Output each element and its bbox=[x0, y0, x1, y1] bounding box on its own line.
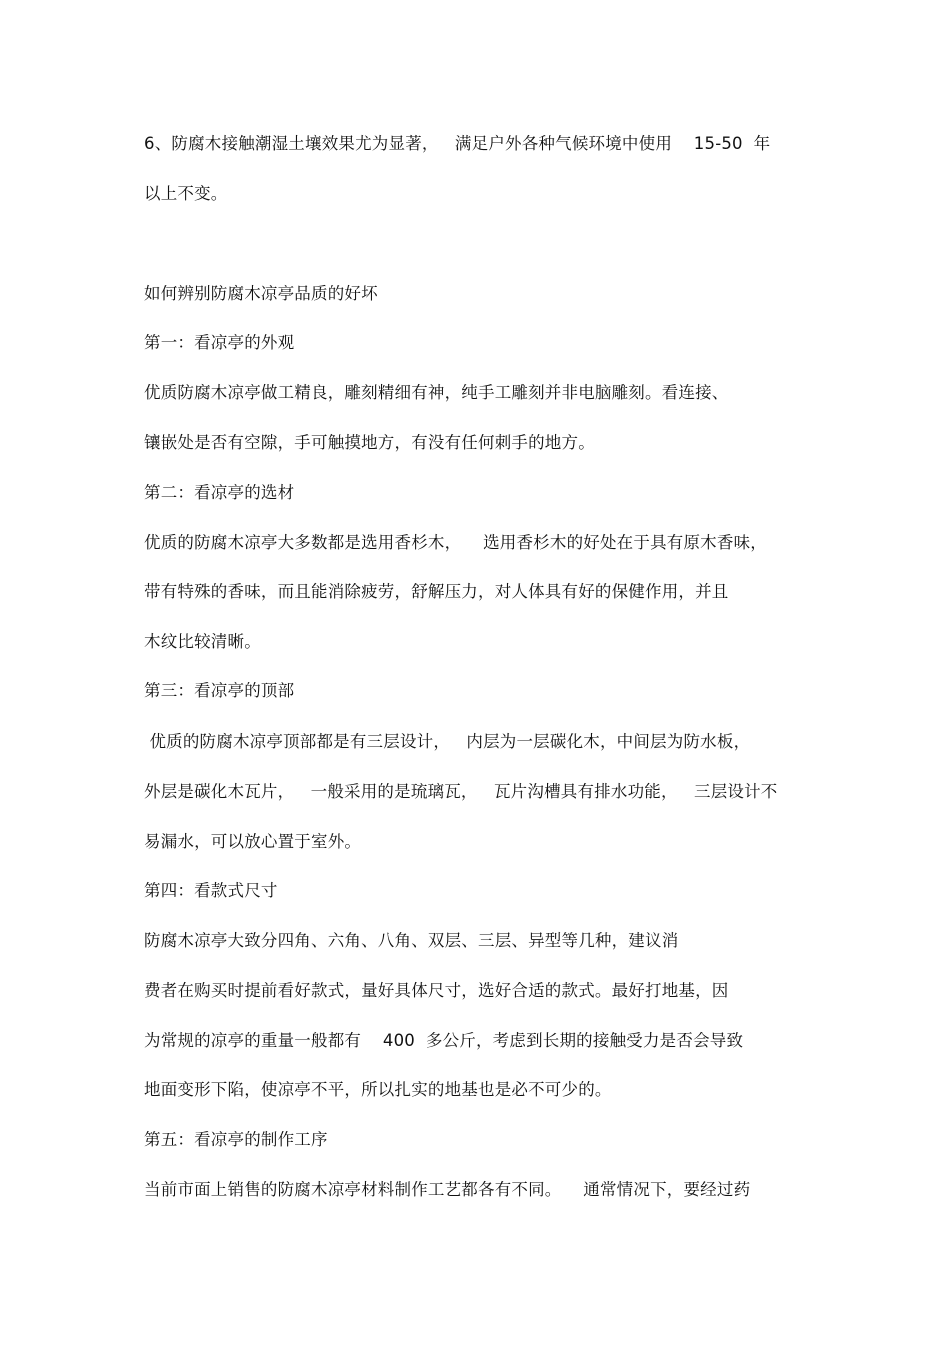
text-line-9: 带有特殊的香味，而且能消除疲劳，舒解压力，对人体具有好的保健作用，并且 bbox=[144, 582, 729, 601]
text-line-5: 优质防腐木凉亭做工精良，雕刻精细有神，纯手工雕刻并非电脑雕刻。看连接、 bbox=[144, 383, 729, 402]
text-line-13: 外层是碳化木瓦片， 一般采用的是琉璃瓦， 瓦片沟槽具有排水功能， 三层设计不 bbox=[144, 782, 778, 801]
text-line-19: 地面变形下陷，使凉亭不平，所以扎实的地基也是必不可少的。 bbox=[144, 1080, 612, 1099]
text-line-17: 费者在购买时提前看好款式，量好具体尺寸，选好合适的款式。最好打地基，因 bbox=[144, 981, 729, 1000]
text-line-12: 优质的防腐木凉亭顶部都是有三层设计， 内层为一层碳化木，中间层为防水板， bbox=[144, 732, 751, 751]
subheading-process: 第五：看凉亭的制作工序 bbox=[144, 1130, 328, 1149]
text-line-10: 木纹比较清晰。 bbox=[144, 632, 261, 651]
subheading-material: 第二：看凉亭的选材 bbox=[144, 483, 295, 502]
subheading-appearance: 第一：看凉亭的外观 bbox=[144, 333, 295, 352]
text-line-16: 防腐木凉亭大致分四角、六角、八角、双层、三层、异型等几种，建议消 bbox=[144, 931, 679, 950]
text-line-14: 易漏水，可以放心置于室外。 bbox=[144, 832, 362, 851]
section-heading: 如何辨别防腐木凉亭品质的好坏 bbox=[144, 284, 378, 303]
subheading-roof: 第三：看凉亭的顶部 bbox=[144, 681, 295, 700]
text-line-2: 以上不变。 bbox=[144, 184, 228, 203]
subheading-style-size: 第四：看款式尺寸 bbox=[144, 881, 278, 900]
text-line-1: 6、防腐木接触潮湿土壤效果尤为显著， 满足户外各种气候环境中使用 15-50 年 bbox=[144, 134, 771, 153]
text-line-8: 优质的防腐木凉亭大多数都是选用香杉木， 选用香杉木的好处在于具有原木香味， bbox=[144, 533, 767, 552]
text-line-18: 为常规的凉亭的重量一般都有 400 多公斤，考虑到长期的接触受力是否会导致 bbox=[144, 1031, 744, 1050]
text-line-21: 当前市面上销售的防腐木凉亭材料制作工艺都各有不同。 通常情况下，要经过药 bbox=[144, 1180, 751, 1199]
text-line-6: 镶嵌处是否有空隙，手可触摸地方，有没有任何刺手的地方。 bbox=[144, 433, 595, 452]
